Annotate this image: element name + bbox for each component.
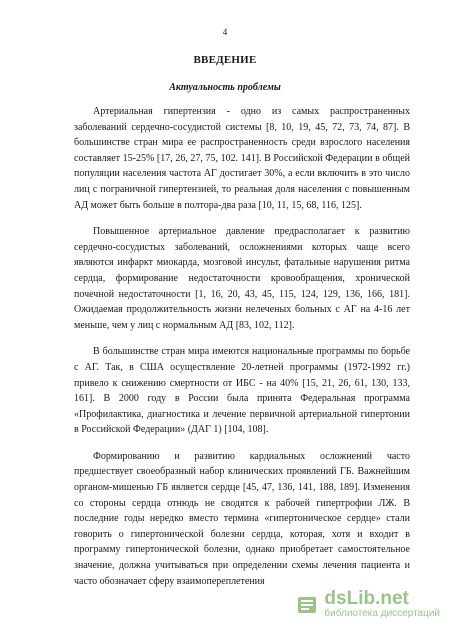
- watermark: [295, 589, 440, 620]
- paragraph-2: Повышенное артериальное давление предрасполагает к развитию сердечно-сосудистых заболеваний, осложнениями которых чаще всего являются инфаркт миокарда, мозговой инсульт, фатальные нарушения ритма сердца, формирование недостаточности кровообращения, хронической почечной недостаточности [1, 16, 20, 43, 45, 115, 124, 129, 136, 166, 181]. Ожидаемая продолжительность жизни нелеченых больных с АГ на 4-16 лет меньше, чем у лиц с нормальным АД [83, 102, 112].: [74, 226, 410, 331]
- page-title: ВВЕДЕНИЕ: [193, 54, 257, 66]
- dslib-logo-icon: [295, 593, 319, 617]
- page-number: 4: [222, 27, 228, 37]
- paragraph-3: В большинстве стран мира имеются национальные программы по борьбе с АГ. Так, в США осуществление 20-летней программы (1972-1992 гг.) привело к снижению смертности от ИБС - на 40% [15, 21, 26, 61, 130, 133, 161]. В 2000 году в России была принята Федеральная программа «Профилактика, диагностика и лечение первичной артериальной гипертонии в Российской Федерации» (ДАГ 1) [104, 108].: [74, 346, 410, 436]
- watermark-brand: dsLib.net: [324, 588, 409, 609]
- watermark-subtitle: библиотека диссертаций: [324, 608, 440, 619]
- paragraph-1: Артериальная гипертензия - одно из самых распространенных заболеваний сердечно-сосудистой системы [8, 10, 19, 45, 72, 73, 74, 87]. В большинстве стран мира ее распространенность среди взрослого населения составляет 15-25% [17, 26, 27, 75, 102. 141]. В Российской Федерации в общей популяции населения частота АГ достигает 30%, а если включить в это число лиц с пограничной гипертензией, то реальная доля населения с повышенным АД может быть больше в полтора-два раза [10, 11, 15, 68, 116, 125].: [74, 106, 410, 211]
- body-text: [74, 104, 410, 589]
- section-subtitle: Актуальность проблемы: [169, 82, 281, 93]
- paragraph-4: Формированию и развитию кардиальных осложнений часто предшествует своеобразный набор клинических проявлений ГБ. Важнейшим органом-мишенью ГБ является сердце [45, 47, 136, 141, 188, 189]. Изменения со стороны сердца отнюдь не сводятся к рабочей гипертрофии ЛЖ. В последние годы нередко вместо термина «гипертоническое сердце» стали говорить о гипертонической болезни сердца, которая, хотя и входит в программу гипертонической болезни, однако приобретает самостоятельное значение, должна учитываться при определении схемы лечения пациента и часто обозначает сферу взаимопереплетения: [74, 450, 410, 587]
